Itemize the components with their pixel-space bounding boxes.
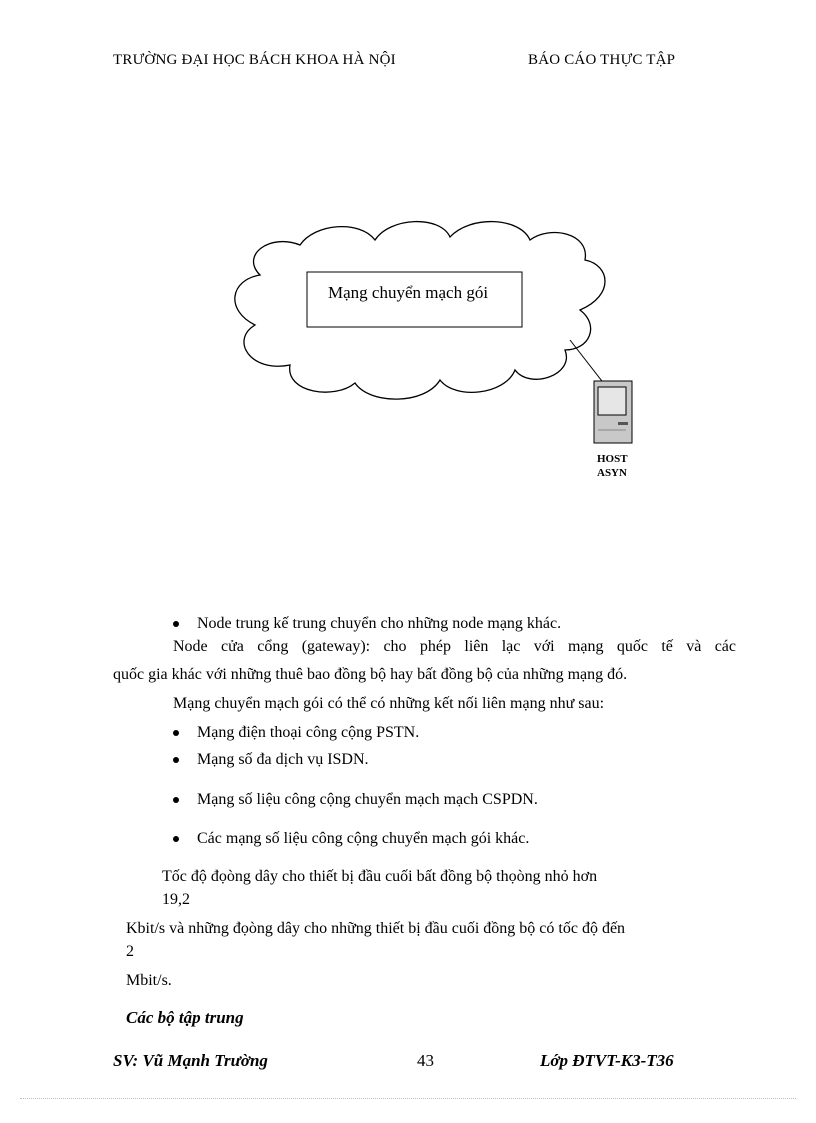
header-school: TRƯỜNG ĐẠI HỌC BÁCH KHOA HÀ NỘI bbox=[113, 52, 396, 68]
footer-class: Lớp ĐTVT-K3-T36 bbox=[540, 1051, 674, 1070]
paragraph: Mạng chuyển mạch gói có thể có những kết nối liên mạng như sau: bbox=[173, 695, 605, 712]
list-item-text: Node trung kế trung chuyển cho những node mạng khác. bbox=[197, 615, 562, 632]
bullet-icon bbox=[173, 797, 179, 803]
bullet-icon bbox=[173, 757, 179, 763]
list-item bbox=[173, 828, 529, 850]
host-label-2: ASYN bbox=[597, 467, 627, 479]
connection-line bbox=[570, 340, 605, 385]
paragraph-line: Mbit/s. bbox=[126, 972, 172, 989]
list-item-text: Mạng số đa dịch vụ ISDN. bbox=[197, 751, 369, 768]
list-item bbox=[173, 722, 419, 744]
paragraph-line: 19,2 bbox=[162, 891, 190, 908]
paragraph-line: 2 bbox=[126, 943, 134, 960]
list-item bbox=[173, 749, 369, 771]
list-item bbox=[173, 789, 538, 811]
bullet-icon bbox=[173, 621, 179, 627]
section-heading: Các bộ tập trung bbox=[126, 1008, 244, 1027]
cloud-label: Mạng chuyển mạch gói bbox=[328, 283, 489, 302]
list-item bbox=[173, 613, 561, 635]
list-item-text: Mạng điện thoại công cộng PSTN. bbox=[197, 724, 420, 741]
paragraph-line: Kbit/s và những đọòng dây cho những thiết bị đầu cuối đồng bộ có tốc độ đến bbox=[126, 920, 626, 937]
bullet-icon bbox=[173, 730, 179, 736]
footer-student: SV: Vũ Mạnh Trường bbox=[113, 1051, 268, 1070]
computer-icon bbox=[594, 381, 632, 443]
network-diagram bbox=[230, 215, 650, 495]
header-report-title: BÁO CÁO THỰC TẬP bbox=[528, 52, 676, 68]
bullet-icon bbox=[173, 836, 179, 842]
paragraph-line: Tốc độ đọòng dây cho thiết bị đầu cuối bất đồng bộ thọòng nhỏ hơn bbox=[162, 868, 598, 885]
paragraph-line: quốc gia khác với những thuê bao đồng bộ hay bất đồng bộ của những mạng đó. bbox=[113, 666, 628, 683]
host-label-1: HOST bbox=[597, 453, 628, 465]
list-item-text: Các mạng số liệu công cộng chuyển mạch gói khác. bbox=[197, 830, 530, 847]
paragraph-line: Node cửa cổng (gateway): cho phép liên lạc với mạng quốc tế và các bbox=[173, 638, 736, 655]
page-number: 43 bbox=[417, 1051, 434, 1070]
page-edge-divider bbox=[20, 1098, 796, 1099]
list-item-text: Mạng số liệu công cộng chuyển mạch mạch CSPDN. bbox=[197, 791, 538, 808]
